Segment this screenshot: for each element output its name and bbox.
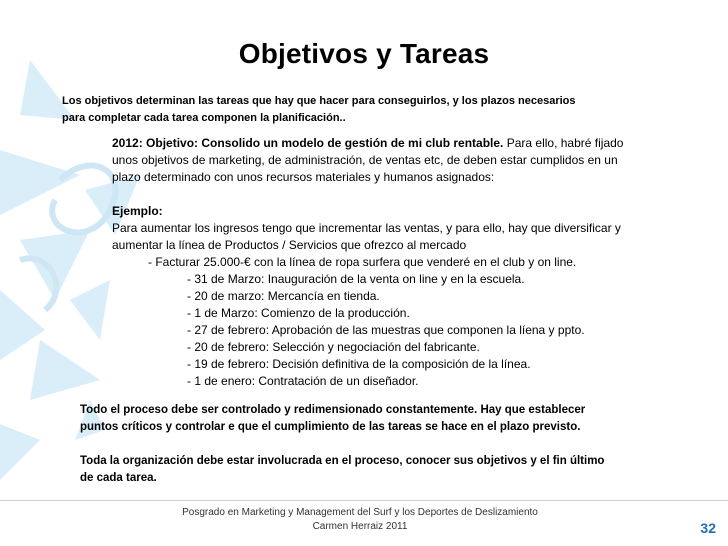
task-item: - 20 de marzo: Mercancía en tienda. [187, 289, 380, 303]
objective-line: unos objetivos de marketing, de administración, de ventas etc, de deben estar cumplidos en un [112, 153, 618, 167]
task-item: - 27 de febrero: Aprobación de las muestras que componen la líena y ppto. [187, 323, 585, 337]
closing-line: Toda la organización debe estar involucrada en el proceso, conocer sus objetivos y el fin último [80, 455, 605, 467]
task-item: - 1 de enero: Contratación de un diseñador. [187, 374, 419, 388]
task-item: - 19 de febrero: Decisión definitiva de la composición de la línea. [187, 357, 531, 371]
intro-line: Los objetivos determinan las tareas que hay que hacer para conseguirlos, y los plazos necesarios [62, 95, 576, 107]
closing-line: Todo el proceso debe ser controlado y redimensionado constantemente. Hay que establecer [80, 404, 586, 416]
example-heading: Ejemplo: [112, 204, 163, 218]
objective-line [112, 135, 672, 152]
closing-section [80, 402, 660, 487]
objective-section [112, 135, 672, 390]
task-item: - 31 de Marzo: Inauguración de la venta on line y en la escuela. [187, 272, 525, 286]
footer-author: Carmen Herraiz 2011 [312, 521, 408, 532]
example-subheading: - Facturar 25.000-€ con la línea de ropa surfera que venderé en el club y on line. [148, 255, 577, 269]
objective-line: plazo determinado con unos recursos materiales y humanos asignados: [112, 170, 495, 184]
slide-title: Objetivos y Tareas [238, 38, 490, 69]
footer-divider [0, 500, 728, 501]
objective-heading: 2012: Objetivo: Consolido un modelo de gestión de mi club rentable. [112, 136, 504, 150]
task-item: - 1 de Marzo: Comienzo de la producción. [187, 306, 410, 320]
example-line: aumentar la línea de Productos / Servicios que ofrezco al mercado [112, 238, 467, 252]
closing-line: de cada tarea. [80, 472, 157, 484]
intro-text [62, 93, 662, 127]
page-number: 32 [700, 520, 716, 536]
footer [150, 506, 570, 534]
closing-line: puntos críticos y controlar e que el cumplimiento de las tareas se hace en el plazo previsto. [80, 421, 581, 433]
footer-course: Posgrado en Marketing y Management del Surf y los Deportes de Deslizamiento [182, 507, 538, 518]
intro-line: para completar cada tarea componen la planificación.. [62, 112, 346, 124]
task-item: - 20 de febrero: Selección y negociación del fabricante. [187, 340, 480, 354]
example-line: Para aumentar los ingresos tengo que incrementar las ventas, y para ello, hay que diversificar y [112, 221, 621, 235]
objective-text: Para ello, habré fijado [503, 136, 624, 150]
